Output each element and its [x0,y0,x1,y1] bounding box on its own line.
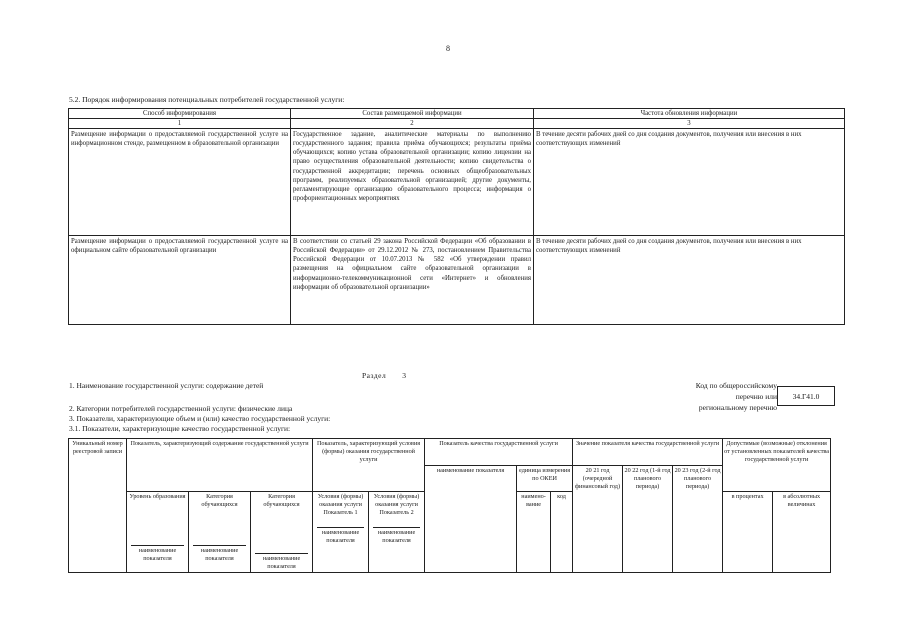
deviation-percent-cell: в процентах [723,492,773,573]
col-number: 3 [534,119,845,129]
razdel-label: Раздел [362,371,387,380]
quality-header-row-1 [69,439,831,466]
info-table-number-row [69,119,845,129]
empty-cell [127,465,313,492]
indicator-name-caption: наименование показателя [255,553,308,571]
quality-table [68,438,831,573]
content-cell: Государственное задание, аналитические материалы по выполнению государственного задания; правила приёма обучающихся; результаты приёма обучающихся; копию устава образовательной организации; копию лицензии на право осуществления образовательной деятельности; копию свидетельства о государственной аккредитации; перечень основных общеобразовательных программ, реализуемых образовательной организацией; другие документы, регламентирующие организацию образовательного процесса; информация о профориентационных мероприятиях [291,129,534,236]
unit-name-cell: наимено-вание [517,492,551,573]
info-table-header-row [69,109,845,119]
condition-2-cell [369,492,425,573]
student-category-cell [251,492,313,573]
content-cell: В соответствии со статьей 29 закона Российской Федерации «Об образовании в Российской Федерации» от 29.12.2012 № 273, постановлением Правительства Российской Федерации от 10.07.2013 № 582 «Об утверждении правил размещения на официальном сайте образовательной организации в информационно-телекоммуникационной сети «Интернет» и обновления информации об образовательной организации» [291,236,534,325]
section-title: 5.2. Порядок информирования потенциальных потребителей государственной услуги: [69,95,345,104]
col-number: 2 [291,119,534,129]
indicator-name-caption: наименование показателя [131,545,184,563]
indicator-name-caption: наименование показателя [193,545,246,563]
indicator-name-caption: наименование показателя [373,527,420,545]
unit-code-cell: код [551,492,573,573]
code-label-line: перечню или [735,391,777,401]
frequency-cell: В течение десяти рабочих дней со дня создания документов, получения или внесения в них соответствующих изменений [534,236,845,325]
student-category-cell [189,492,251,573]
conditions-indicator-header: Показатель, характеризующий условия (формы) оказания государственной услуги [313,439,425,466]
year-3-header: 20 23 год (2-й год планового периода) [673,465,723,573]
education-level-cell [127,492,189,573]
quality-indicators-line: 3.1. Показатели, характеризующие качество государственной услуги: [69,424,291,433]
year-1-header: 20 21 год (очередной финансовый год) [573,465,623,573]
page-number: 8 [446,44,450,53]
col-header-method: Способ информирования [69,109,291,119]
empty-cell [313,465,425,492]
razdel-heading [362,371,406,380]
unique-number-header: Уникальный номер реестровой записи [69,439,127,573]
frequency-cell: В течение десяти рабочих дней со дня создания документов, получения или внесения в них соответствующих изменений [534,129,845,236]
student-category-label: Категория обучающихся [263,493,300,509]
education-level-label: Уровень образования [129,493,186,501]
table-row [69,129,845,236]
table-row [69,236,845,325]
deviation-absolute-cell: в абсолютных величинах [773,492,831,573]
indicator-name-caption: наименование показателя [317,527,364,545]
condition-1-label: Условия (формы) оказания услуги Показатель 1 [317,493,364,517]
quality-header-row-2 [69,465,831,492]
code-label-line: Код по общероссийскому [695,381,777,390]
col-number: 1 [69,119,291,129]
col-header-frequency: Частота обновления информации [534,109,845,119]
code-label [627,381,777,414]
code-label-line: региональному перечню [698,402,777,412]
consumer-category-line: 2. Категории потребителей государственной услуги: физические лица [69,404,293,413]
deviation-header: Допустимые (возможные) отклонения от установленных показателей качества государственной услуги [723,439,831,492]
condition-2-label: Условия (формы) оказания услуги Показатель 2 [373,493,420,517]
values-indicator-header: Значение показателя качества государственной услуги [573,439,723,466]
info-table [68,108,845,325]
razdel-number: 3 [402,371,407,380]
service-name-line: 1. Наименование государственной услуги: содержание детей [69,381,264,390]
indicator-name-header: наименование показателя [425,465,517,573]
indicators-line: 3. Показатели, характеризующие объем и (или) качество государственной услуги: [69,414,331,423]
registry-code-box: 34.Г41.0 [777,386,835,406]
col-header-content: Состав размещаемой информации [291,109,534,119]
unit-header: единица измерения по ОКЕИ [517,465,573,492]
quality-indicator-header: Показатель качества государственной услуги [425,439,573,466]
student-category-label: Категория обучающихся [201,493,238,509]
method-cell: Размещение информации о предоставляемой государственной услуге на информационном стенде, размещенном в образовательной организации [69,129,291,236]
year-2-header: 20 22 год (1-й год планового периода) [623,465,673,573]
content-indicator-header: Показатель, характеризующий содержание государственной услуги [127,439,313,466]
method-cell: Размещение информации о предоставляемой государственной услуге на официальном сайте образовательной организации [69,236,291,325]
condition-1-cell [313,492,369,573]
